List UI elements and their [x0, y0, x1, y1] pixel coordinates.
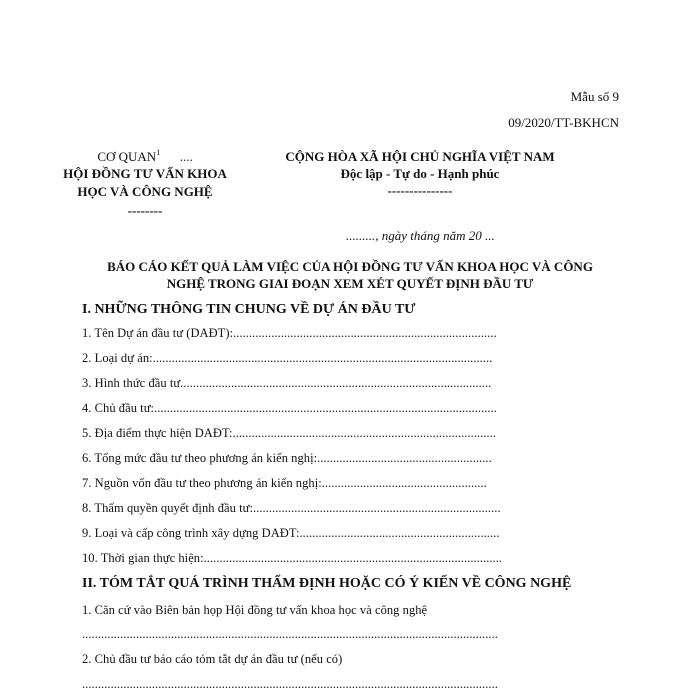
agency-line-1: CƠ QUAN$^1$ ....: [97, 148, 193, 164]
section-1-item: 5. Địa điểm thực hiện DAĐT:...................................................................................: [82, 426, 497, 440]
nation-motto: Độc lập - Tự do - Hạnh phúc: [340, 166, 500, 181]
nation-divider: ---------------: [387, 183, 453, 198]
report-title-line-1: BÁO CÁO KẾT QUẢ LÀM VIỆC CỦA HỘI ĐỒNG TƯ VẤN KHOA HỌC VÀ CÔNG: [107, 259, 593, 274]
date-line: ........., ngày tháng năm 20 ...: [346, 228, 495, 243]
section-2-heading: II. TÓM TẮT QUÁ TRÌNH THẨM ĐỊNH HOẶC CÓ Ý KIẾN VỀ CÔNG NGHỆ: [82, 576, 572, 591]
section-2-item-1: 1. Căn cứ vào Biên bản họp Hội đồng tư vấn khoa học và công nghệ: [82, 603, 428, 617]
section-2-dots-2: ...................................................................................................................................: [82, 677, 498, 691]
section-2-dots-1: ...................................................................................................................................: [82, 627, 498, 641]
report-title-line-2: NGHỆ TRONG GIAI ĐOẠN XEM XÉT QUYẾT ĐỊNH ĐẦU TƯ: [166, 276, 534, 291]
section-1-item: 1. Tên Dự án đầu tư (DAĐT):...................................................................................: [82, 326, 497, 340]
section-1-item: 3. Hình thức đầu tư..................................................................................................: [82, 376, 492, 390]
section-1-heading: I. NHỮNG THÔNG TIN CHUNG VỀ DỰ ÁN ĐẦU TƯ: [82, 302, 416, 317]
agency-line-2: HỘI ĐỒNG TƯ VẤN KHOA: [63, 166, 227, 181]
section-1-item: 7. Nguồn vốn đầu tư theo phương án kiến nghị:....................................................: [82, 476, 487, 490]
agency-divider: --------: [127, 203, 163, 218]
section-1-item: 6. Tổng mức đầu tư theo phương án kiến nghị:.......................................................: [82, 451, 492, 465]
circular-number: 09/2020/TT-BKHCN: [508, 115, 619, 130]
section-1-item: 9. Loại và cấp công trình xây dựng DAĐT:...............................................................: [82, 526, 500, 540]
section-2-item-2: 2. Chủ đầu tư báo cáo tóm tắt dự án đầu tư (nếu có): [82, 652, 343, 666]
section-1-item: 4. Chủ đầu tư:............................................................................................................: [82, 401, 497, 415]
agency-line-3: HỌC VÀ CÔNG NGHỆ: [77, 184, 213, 199]
section-1-item: 10. Thời gian thực hiện:..............................................................................................: [82, 551, 503, 565]
form-number: Mẫu số 9: [570, 89, 619, 104]
nation-title: CỘNG HÒA XÃ HỘI CHỦ NGHĨA VIỆT NAM: [285, 149, 555, 164]
section-1-item: 2. Loại dự án:...........................................................................................................: [82, 351, 493, 365]
section-1-item: 8. Thẩm quyền quyết định đầu tư:..............................................................................: [82, 501, 501, 515]
